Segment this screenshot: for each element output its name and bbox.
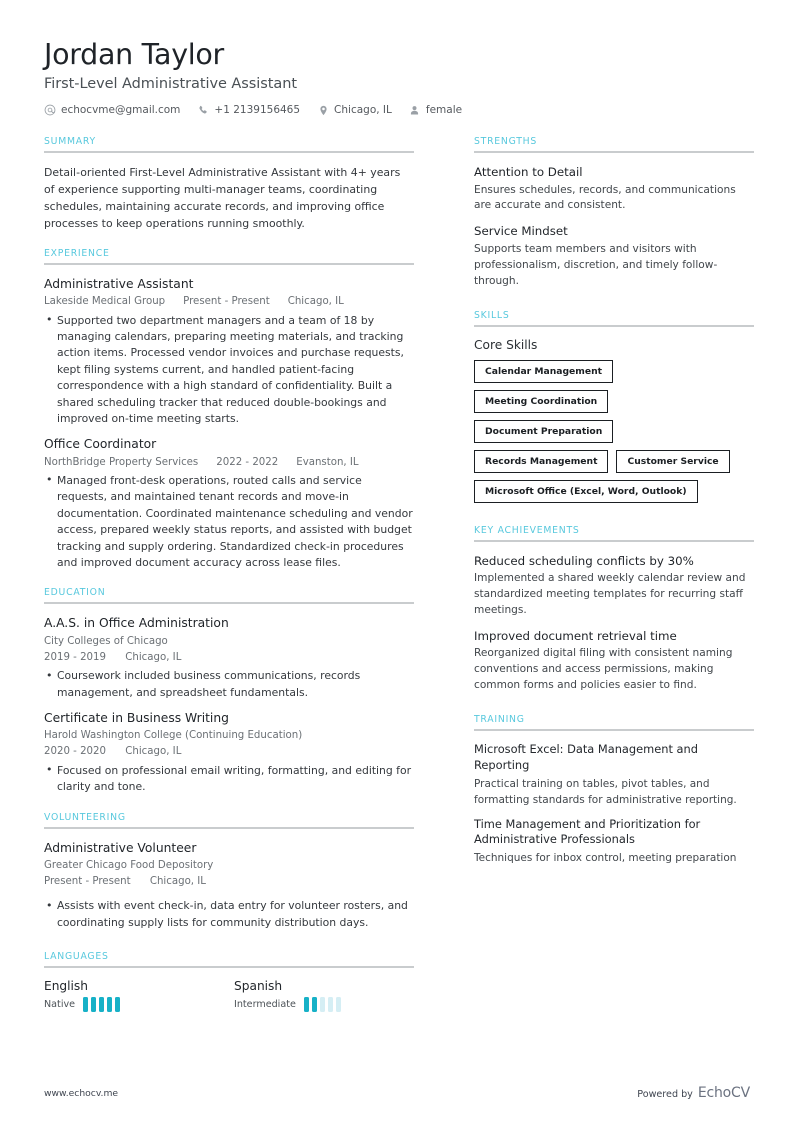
training-text: Techniques for inbox control, meeting preparation [474, 852, 737, 865]
brand-name: EchoCV [697, 1085, 750, 1101]
language-bars [304, 997, 341, 1012]
contact-gender-text: female [425, 104, 463, 117]
candidate-name: Jordan Taylor [44, 38, 224, 71]
experience-entry [44, 436, 414, 571]
education-meta [44, 728, 414, 760]
achievement-item [474, 553, 754, 619]
experience-location: Evanston, IL [296, 456, 359, 468]
education-location: Chicago, IL [125, 651, 182, 663]
volunteering-location: Chicago, IL [149, 876, 206, 888]
skill-tag[interactable]: Calendar Management [474, 360, 613, 383]
volunteering-org: Greater Chicago Food Depository [44, 859, 214, 871]
strength-text: Ensures schedules, records, and communications are accurate and consistent. [474, 183, 736, 212]
achievement-text: Reorganized digital filing with consistent naming conventions and access permissions, making common forms and policies easier to find. [474, 647, 733, 692]
section-skills [474, 310, 754, 503]
training-name: Time Management and Prioritization for Administrative Professionals [474, 816, 701, 847]
training-item [474, 817, 754, 868]
language-name: English [44, 979, 89, 994]
education-location: Chicago, IL [125, 746, 182, 758]
experience-role: Administrative Assistant [44, 277, 194, 292]
section-strengths [474, 136, 754, 289]
candidate-job-title: First-Level Administrative Assistant [44, 76, 298, 93]
section-title-experience: EXPERIENCE [44, 248, 110, 260]
section-title-education: EDUCATION [44, 587, 106, 599]
resume-footer [44, 1063, 750, 1123]
achievement-name: Improved document retrieval time [474, 628, 677, 643]
experience-org: Lakeside Medical Group [44, 296, 166, 308]
contact-email[interactable] [44, 104, 180, 116]
bullet-item: • Assists with event check-in, data entry for volunteer rosters, and coordinating supply lists for community distribution days. [44, 898, 414, 931]
education-degree: A.A.S. in Office Administration [44, 616, 229, 631]
section-title-summary: SUMMARY [44, 136, 96, 148]
experience-bullets [44, 313, 414, 428]
volunteering-role: Administrative Volunteer [44, 840, 197, 855]
section-divider [44, 263, 414, 265]
skill-tag[interactable]: Records Management [474, 450, 608, 473]
section-divider [474, 729, 754, 731]
section-title-skills: SKILLS [474, 309, 510, 321]
contact-location-text: Chicago, IL [334, 104, 392, 117]
bullet-item: • Coursework included business communications, records management, and spreadsheet fundamentals. [44, 668, 414, 701]
education-meta [44, 634, 414, 666]
section-divider [44, 827, 414, 829]
bullet-item: • Focused on professional email writing, formatting, and editing for clarity and tone. [44, 763, 414, 796]
section-divider [44, 602, 414, 604]
experience-bullets [44, 473, 414, 571]
volunteering-entry [44, 840, 414, 932]
experience-meta [44, 294, 414, 309]
email-icon [44, 104, 56, 116]
training-name: Microsoft Excel: Data Management and Reporting [474, 742, 698, 773]
section-divider [474, 325, 754, 327]
training-item [474, 742, 754, 808]
section-title-strengths: STRENGTHS [474, 136, 538, 148]
education-entry [44, 710, 414, 796]
section-divider [44, 151, 414, 153]
education-dates: 2020 - 2020 [44, 746, 107, 758]
education-degree: Certificate in Business Writing [44, 710, 229, 725]
resume-header [44, 38, 750, 116]
training-text: Practical training on tables, pivot tables, and formatting standards for administrative reporting. [474, 778, 737, 806]
resume-body [44, 136, 750, 1028]
experience-role: Office Coordinator [44, 437, 157, 452]
section-title-volunteering: VOLUNTEERING [44, 811, 126, 823]
footer-website[interactable]: www.echocv.me [44, 1087, 119, 1099]
experience-dates: 2022 - 2022 [216, 456, 279, 468]
achievement-name: Reduced scheduling conflicts by 30% [474, 553, 694, 568]
section-key-achievements [474, 525, 754, 694]
footer-branding [637, 1085, 750, 1101]
contact-email-text: echocvme@gmail.com [61, 104, 181, 117]
experience-entry [44, 276, 414, 427]
contact-gender [409, 104, 462, 116]
language-list [44, 979, 414, 1012]
phone-icon [197, 104, 209, 116]
strength-item [474, 223, 754, 289]
section-volunteering [44, 812, 414, 932]
language-level: Native [44, 999, 76, 1011]
person-icon [409, 104, 421, 116]
section-divider [474, 540, 754, 542]
section-divider [474, 151, 754, 153]
left-column [44, 136, 430, 1028]
section-title-key-achievements: KEY ACHIEVEMENTS [474, 524, 580, 536]
experience-location: Chicago, IL [287, 296, 344, 308]
right-column [474, 136, 754, 883]
language-bars [83, 997, 120, 1012]
section-experience [44, 248, 414, 571]
language-item [44, 979, 234, 1012]
strength-name: Attention to Detail [474, 165, 583, 180]
strength-item [474, 164, 754, 214]
section-languages [44, 951, 414, 1012]
section-summary [44, 136, 414, 232]
section-title-training: TRAINING [474, 714, 525, 726]
summary-text: Detail-oriented First-Level Administrative Assistant with 4+ years of experience supporting multi-manager teams, coordinating schedules, maintaining accurate records, and improving office processes to keep operations running smoothly. [44, 166, 401, 231]
language-proficiency [44, 997, 234, 1012]
skill-tag[interactable]: Microsoft Office (Excel, Word, Outlook) [474, 480, 698, 503]
education-entry [44, 615, 414, 701]
language-level: Intermediate [234, 999, 296, 1011]
skill-tag[interactable]: Document Preparation [474, 420, 613, 443]
achievement-text: Implemented a shared weekly calendar review and standardized meeting templates for recurring staff meetings. [474, 572, 746, 616]
language-item [234, 979, 424, 1012]
skill-tag[interactable]: Customer Service [616, 450, 729, 473]
experience-org: NorthBridge Property Services [44, 456, 199, 468]
location-pin-icon [317, 104, 329, 116]
volunteering-meta [44, 858, 414, 890]
skill-tag-list [474, 360, 754, 503]
experience-meta [44, 455, 414, 470]
contact-phone-text: +1 2139156465 [214, 104, 301, 117]
volunteering-dates: Present - Present [44, 876, 131, 888]
education-school: City Colleges of Chicago [44, 635, 168, 647]
bullet-item: • Supported two department managers and a team of 18 by managing calendars, preparing meeting materials, and tracking action items. Processed vendor invoices and purchase requests, kept filing systems current, and handled patient-facing correspondence with a high standard of confidentiality. Built a shared scheduling tracker that reduced double-bookings and improved on-time meeting starts. [44, 313, 414, 428]
contact-location [317, 104, 392, 116]
contact-list [44, 104, 750, 116]
powered-by-label: Powered by [637, 1089, 693, 1100]
education-dates: 2019 - 2019 [44, 651, 107, 663]
volunteering-bullets [44, 898, 414, 931]
education-bullets [44, 763, 414, 796]
language-name: Spanish [234, 979, 283, 994]
education-bullets [44, 668, 414, 701]
section-education [44, 587, 414, 795]
skills-group-label: Core Skills [474, 337, 538, 352]
skill-tag[interactable]: Meeting Coordination [474, 390, 608, 413]
contact-phone[interactable] [197, 104, 300, 116]
language-proficiency [234, 997, 424, 1012]
section-divider [44, 966, 414, 968]
strength-text: Supports team members and visitors with professionalism, discretion, and timely follow-through. [474, 242, 718, 287]
bullet-item: • Managed front-desk operations, routed calls and service requests, and maintained tenant records and move-in documentation. Coordinated maintenance scheduling and vendor access, prepared weekly status reports, and assisted with budget tracking and supply ordering. Standardized check-in procedures and improved document accuracy across lease files. [44, 473, 414, 571]
section-title-languages: LANGUAGES [44, 951, 109, 963]
education-school: Harold Washington College (Continuing Education) [44, 730, 303, 742]
strength-name: Service Mindset [474, 224, 568, 239]
experience-dates: Present - Present [183, 296, 270, 308]
achievement-item [474, 628, 754, 694]
section-training [474, 714, 754, 867]
